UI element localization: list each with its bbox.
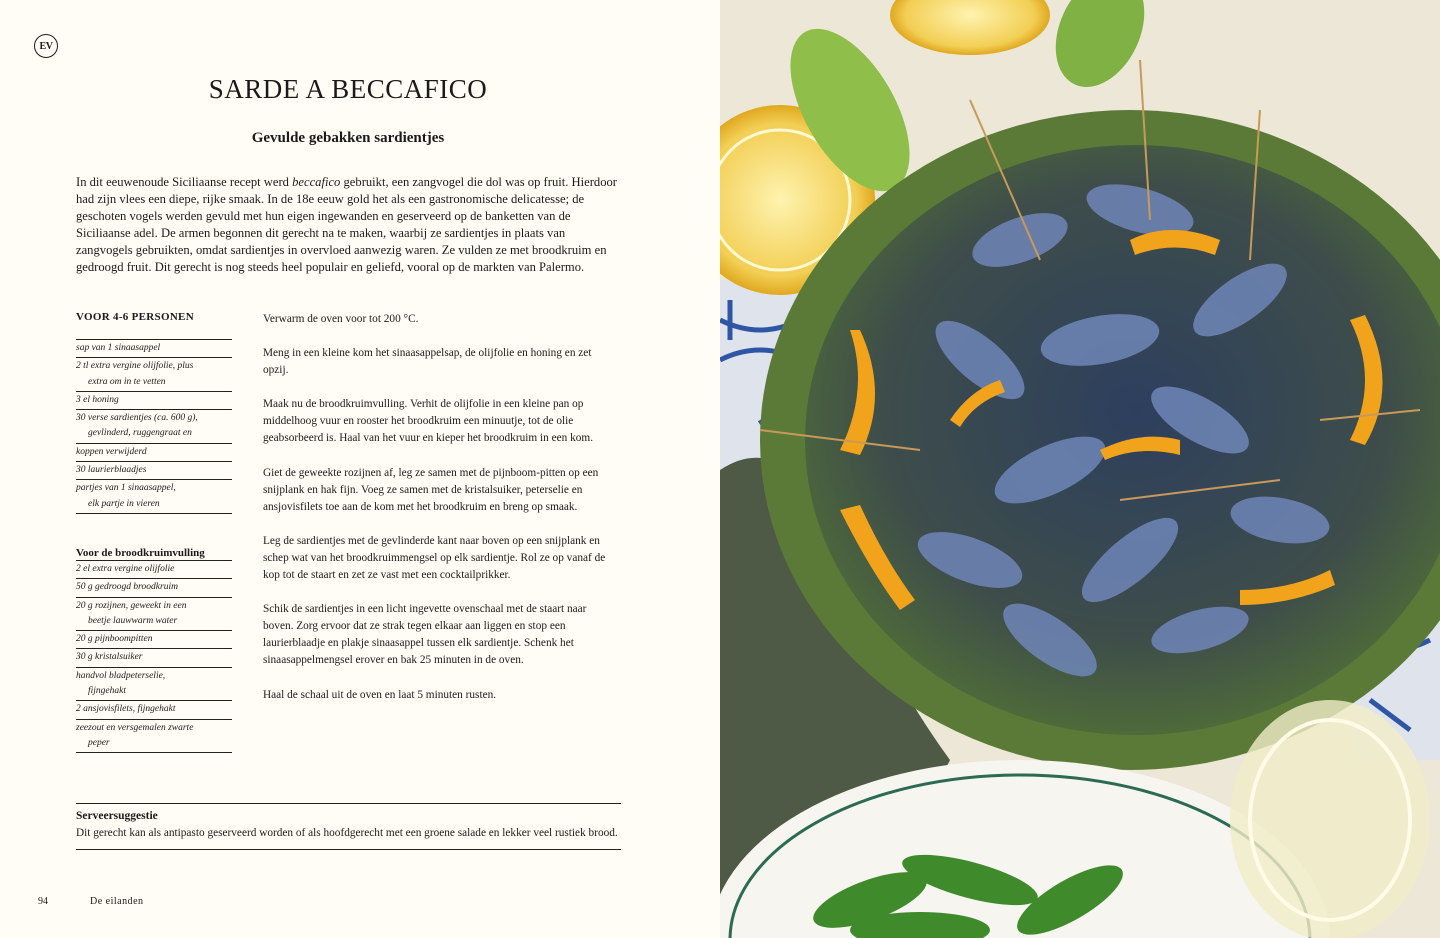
diet-badge: EV xyxy=(34,34,58,58)
intro-text-start: In dit eeuwenoude Siciliaanse recept werd xyxy=(76,175,293,189)
wine-glass xyxy=(1230,700,1430,938)
ingredient-item xyxy=(76,598,232,632)
filling-heading: Voor de broodkruimvulling xyxy=(76,546,205,559)
filling-ingredient-list xyxy=(76,560,232,753)
serving-title: Serveersuggestie xyxy=(76,810,158,822)
ingredient-line: 3 el honing xyxy=(76,394,119,405)
ingredient-item xyxy=(76,462,232,480)
ingredient-item xyxy=(76,340,232,358)
ingredient-line: 20 g rozijnen, geweekt in een xyxy=(76,600,187,611)
ingredient-item xyxy=(76,720,232,754)
ingredient-item xyxy=(76,358,232,392)
ingredient-item xyxy=(76,410,232,444)
ingredient-item xyxy=(76,701,232,719)
ingredient-line: koppen verwijderd xyxy=(76,446,147,457)
ingredient-line-continued: peper xyxy=(88,737,110,748)
ingredient-item xyxy=(76,392,232,410)
method-step: Leg de sardientjes met de gevlinderde kant naar boven op een snijplank en schep wat van het broodkruimmengsel op elk sardientje. Rol ze op vanaf de kop tot de staart en zet ze vast met een cocktailprikker. xyxy=(263,534,606,582)
serving-text: Dit gerecht kan als antipasto geserveerd worden of als hoofdgerecht met een groene salade en lekker veel rustiek brood. xyxy=(76,827,618,839)
ingredient-item xyxy=(76,480,232,514)
intro-emphasis: beccafico xyxy=(292,175,341,189)
ingredients-column xyxy=(76,311,232,753)
serving-suggestion xyxy=(76,803,621,850)
method-step: Haal de schaal uit de oven en laat 5 minuten rusten. xyxy=(263,688,497,701)
ingredient-line: 2 tl extra vergine olijfolie, plus xyxy=(76,361,194,372)
ingredient-line-continued: gevlinderd, ruggengraat en xyxy=(88,428,192,439)
sardines-dish-photo xyxy=(720,0,1440,938)
ingredient-line-continued: extra om in te vetten xyxy=(88,376,166,387)
ingredient-line: 2 ansjovisfilets, fijngehakt xyxy=(76,704,176,715)
intro-paragraph xyxy=(76,174,622,277)
method-step: Schik de sardientjes in een licht ingevette ovenschaal met de staart naar boven. Zorg ervoor dat ze strak tegen elkaar aan liggen en stop een laurierblaadje en plakje sinaasappel tussen elk sardientje. Schenk het sinaasappelmengsel erover en bak 25 minuten in de oven. xyxy=(263,603,587,667)
ingredient-item xyxy=(76,668,232,702)
bowl-content xyxy=(805,145,1440,735)
ingredient-list xyxy=(76,339,232,514)
ingredient-line: sap van 1 sinaasappel xyxy=(76,343,161,353)
ingredient-line: 50 g gedroogd broodkruim xyxy=(76,582,178,593)
recipe-title: SARDE A BECCAFICO xyxy=(208,74,488,104)
method-step: Giet de geweekte rozijnen af, leg ze samen met de pijnboom-pitten op een snijplank en hak fijn. Voeg ze samen met de kristalsuiker, peterselie en ansjovisfilets toe aan de kom met het broodkruim en breng op smaak. xyxy=(263,466,599,513)
method-steps xyxy=(263,311,619,721)
ingredient-item xyxy=(76,631,232,649)
ingredient-line: 30 g kristalsuiker xyxy=(76,652,143,663)
ingredient-line: zeezout en versgemalen zwarte xyxy=(76,722,194,733)
ingredient-line: 30 laurierblaadjes xyxy=(76,465,147,476)
ingredient-line: handvol bladpeterselie, xyxy=(76,670,166,681)
recipe-subtitle: Gevulde gebakken sardientjes xyxy=(251,130,445,146)
ingredient-item xyxy=(76,444,232,462)
page-number: 94 xyxy=(38,896,48,907)
ingredient-line: 30 verse sardientjes (ca. 600 g), xyxy=(76,413,198,424)
food-photo xyxy=(720,0,1440,938)
ingredient-item xyxy=(76,579,232,597)
ingredient-item xyxy=(76,649,232,667)
ingredient-line: partjes van 1 sinaasappel, xyxy=(76,483,176,494)
ingredient-line: 2 el extra vergine olijfolie xyxy=(76,563,175,574)
ingredient-line: 20 g pijnboompitten xyxy=(76,634,153,645)
method-step: Meng in een kleine kom het sinaasappelsap, de olijfolie en honing en zet opzij. xyxy=(263,347,592,377)
servings-heading: VOOR 4-6 PERSONEN xyxy=(76,311,194,323)
ingredient-line-continued: beetje lauwwarm water xyxy=(88,615,178,626)
section-name: De eilanden xyxy=(90,896,144,907)
intro-text-rest: gebruikt, een zangvogel die dol was op fruit. Hierdoor had zijn vlees een diepe, rijke smaak. In de 18e eeuw gold het als een gastronomische delicatesse; de geschoten vogels werden gevuld met hun eigen ingewanden en geserveerd op de banketten van de Siciliaanse adel. De armen begonnen dit gerecht na te maken, waarbij ze sardientjes in plaats van zangvogels gebruikten, omdat sardientjes in overvloed aanwezig waren. Ze vulden ze met broodkruim en gedroogd fruit. Dit gerecht is nog steeds heel populair en geliefd, vooral op de markten van Palermo. xyxy=(76,175,617,275)
method-step: Maak nu de broodkruimvulling. Verhit de olijfolie in een kleine pan op middelhoog vuur en rooster het broodkruim een minuutje, tot de olie geabsorbeerd is. Haal van het vuur en kieper het broodkruim in een kom. xyxy=(263,398,594,445)
method-step: Verwarm de oven voor tot 200 °C. xyxy=(263,313,419,325)
ingredient-line-continued: elk partje in vieren xyxy=(88,498,160,509)
ingredient-line-continued: fijngehakt xyxy=(88,686,126,697)
ingredient-item xyxy=(76,561,232,579)
